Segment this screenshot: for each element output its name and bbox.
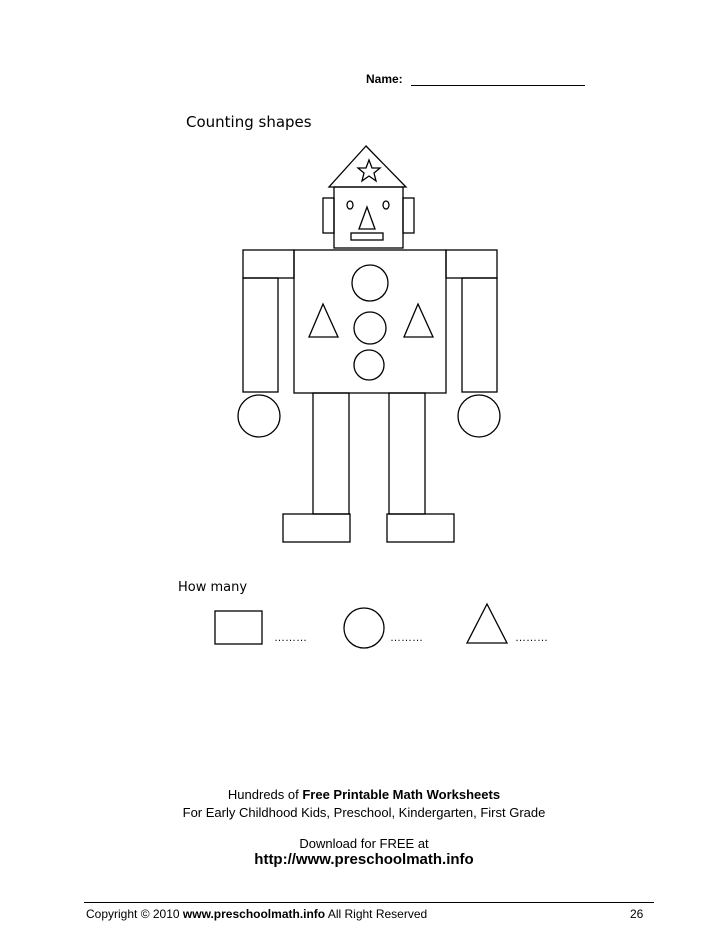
robot-chest-circle-middle [354,312,386,344]
robot-chest-circle-top [352,265,388,301]
worksheet-title: Counting shapes [186,113,312,131]
promo-prefix: Hundreds of [227,787,303,802]
robot-mouth [351,233,383,240]
footer-divider [84,902,654,903]
robot-body [294,250,446,393]
robot-right-arm [462,278,497,392]
robot-left-leg [313,393,349,514]
robot-left-eye [347,201,353,209]
robot-right-ear [403,198,414,233]
robot-chest-circle-bottom [354,350,384,380]
copyright-prefix: Copyright © 2010 [86,907,183,921]
robot-left-arm [243,278,278,392]
rectangle-icon [215,611,262,644]
circle-answer-blank[interactable]: ……… [390,632,423,644]
copyright-suffix: All Right Reserved [325,907,428,921]
robot-right-eye [383,201,389,209]
robot-right-leg [389,393,425,514]
copyright-text [86,907,427,921]
robot-left-shoulder [243,250,294,278]
page-number: 26 [630,907,644,921]
robot-right-triangle [404,304,433,337]
how-many-label: How many [178,580,248,595]
promo-line-1 [0,787,728,802]
robot-hat-triangle [329,146,406,187]
robot-left-foot [283,514,350,542]
promo-highlight: Free Printable Math Worksheets [302,787,501,802]
star-icon [358,160,380,181]
rectangle-answer-blank[interactable]: ……… [274,632,307,644]
robot-right-foot [387,514,454,542]
robot-right-hand [458,395,500,437]
circle-icon [344,608,384,648]
robot-right-shoulder [446,250,497,278]
triangle-icon [467,604,507,643]
promo-line-3: Download for FREE at [299,836,429,851]
robot-left-ear [323,198,334,233]
triangle-answer-blank[interactable]: ……… [515,632,548,644]
robot-nose-triangle [359,207,375,229]
promo-line-2: For Early Childhood Kids, Preschool, Kindergarten, First Grade [182,805,546,820]
promo-url-link[interactable]: http://www.preschoolmath.info [254,851,474,868]
name-label: Name: [366,72,403,86]
robot-head [334,187,403,248]
robot-left-hand [238,395,280,437]
copyright-site-link[interactable]: www.preschoolmath.info [182,907,326,921]
robot-left-triangle [309,304,338,337]
